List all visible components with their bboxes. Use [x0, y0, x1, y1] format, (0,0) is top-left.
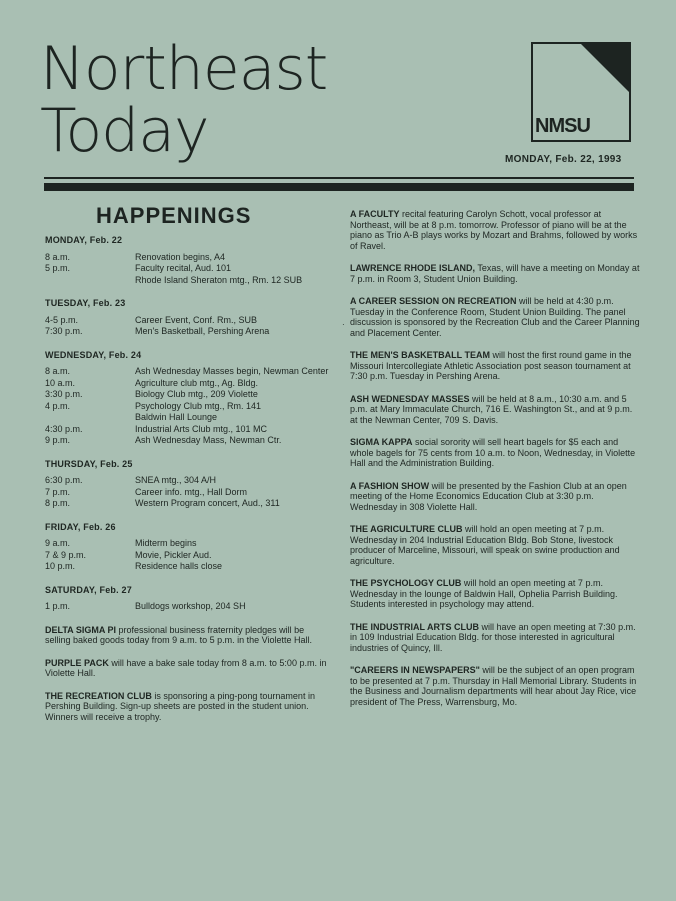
- notice-text: will hold an open meeting at 7 p.m. Wednesday in 204 Industrial Education Bldg. Bob Stone, livestock producer of Marceline, Missouri, will speak on swine production and agriculture.: [350, 524, 620, 566]
- notice-paragraph: [350, 394, 640, 426]
- day-heading: THURSDAY, Feb. 25: [45, 458, 133, 469]
- event-description: Agriculture club mtg., Ag. Bldg.: [135, 377, 259, 388]
- event-description: Rhode Island Sheraton mtg., Rm. 12 SUB: [135, 274, 303, 285]
- notice-paragraph: [350, 350, 640, 382]
- event-time: 5 p.m.: [45, 263, 71, 273]
- notice-paragraph: [350, 209, 640, 251]
- notice-text: professional business fraternity pledges will be selling baked goods today from 9 a.m. to 5 p.m. in the Violette Hall.: [45, 624, 312, 645]
- event-time: 8 a.m.: [45, 366, 71, 376]
- event-time: 9 a.m.: [45, 538, 71, 548]
- section-title: HAPPENINGS: [96, 203, 252, 228]
- notice-lead: THE MEN'S BASKETBALL TEAM: [350, 350, 490, 360]
- notice-paragraph: [350, 665, 640, 707]
- notice-paragraph: [45, 625, 330, 646]
- event-description: Ash Wednesday Masses begin, Newman Center: [135, 366, 329, 376]
- event-time: 4-5 p.m.: [45, 314, 79, 325]
- notice-lead: THE INDUSTRIAL ARTS CLUB: [350, 621, 479, 632]
- schedule-row: [45, 538, 330, 549]
- event-description: Career info. mtg., Hall Dorm: [135, 486, 248, 497]
- event-time: 4:30 p.m.: [45, 423, 83, 434]
- event-time: 10 p.m.: [45, 561, 76, 571]
- notice-paragraph: [350, 437, 640, 469]
- event-description: Midterm begins: [135, 538, 197, 548]
- day-block: [45, 459, 330, 509]
- event-time: 8 p.m.: [45, 498, 71, 508]
- event-time: 10 a.m.: [45, 377, 76, 388]
- column-mark: ·: [342, 320, 345, 329]
- notice-lead: THE PSYCHOLOGY CLUB: [350, 578, 462, 588]
- notice-paragraph: [350, 481, 640, 513]
- event-time: 1 p.m.: [45, 601, 71, 611]
- event-description: Psychology Club mtg., Rm. 141: [135, 400, 262, 411]
- event-description: SNEA mtg., 304 A/H: [135, 475, 217, 485]
- event-description: Career Event, Conf. Rm., SUB: [135, 314, 258, 325]
- event-description: Bulldogs workshop, 204 SH: [135, 601, 246, 611]
- event-time: 8 a.m.: [45, 251, 71, 262]
- schedule-row: [45, 378, 330, 389]
- notice-paragraph: [45, 658, 330, 679]
- notice-text: will host the first round game in the Missouri Intercollegiate Athletic Association post season tournament at 7:30 p.m. Tuesday in Pershing Arena.: [350, 350, 632, 381]
- schedule-row: [45, 498, 330, 509]
- event-description: Ash Wednesday Mass, Newman Ctr.: [135, 435, 282, 445]
- day-heading: TUESDAY, Feb. 23: [45, 298, 126, 308]
- event-time: 7 p.m.: [45, 486, 71, 497]
- event-time: [45, 412, 135, 423]
- day-heading: SATURDAY, Feb. 27: [45, 584, 132, 595]
- notice-lead: A FASHION SHOW: [350, 480, 430, 491]
- notice-paragraph: [350, 578, 640, 610]
- issue-date: MONDAY, Feb. 22, 1993: [505, 154, 622, 165]
- right-column: [350, 209, 640, 719]
- notice-lead: "CAREERS IN NEWSPAPERS": [350, 665, 480, 675]
- schedule-row: [45, 550, 330, 561]
- nmsu-logo: [531, 42, 631, 142]
- day-block: [45, 235, 330, 285]
- schedule-row: [45, 263, 330, 274]
- event-time: 7 & 9 p.m.: [45, 549, 87, 560]
- schedule-row: [45, 252, 330, 263]
- day-heading: MONDAY, Feb. 22: [45, 235, 123, 245]
- masthead-line-2: Today: [40, 96, 209, 166]
- event-time: 7:30 p.m.: [45, 326, 83, 336]
- notice-lead: THE RECREATION CLUB: [45, 690, 152, 701]
- event-time: [45, 275, 135, 286]
- event-time: 9 p.m.: [45, 435, 71, 445]
- notice-text: is sponsoring a ping-pong tournament in Pershing Building. Sign-up sheets are posted in the student union. Winners will receive a trophy.: [45, 690, 315, 722]
- notice-paragraph: [350, 524, 640, 566]
- notice-text: will hold an open meeting at 7 p.m. Wednesday in the lounge of Baldwin Hall, Ophelia Parrish Building. Students interested in psychology may attend.: [350, 578, 618, 609]
- schedule-row: [45, 424, 330, 435]
- notice-lead: A FACULTY: [350, 209, 400, 219]
- event-description: Industrial Arts Club mtg., 101 MC: [135, 423, 268, 434]
- schedule-row: [45, 315, 330, 326]
- event-time: 6:30 p.m.: [45, 475, 83, 485]
- notice-paragraph: [350, 622, 640, 654]
- notice-lead: LAWRENCE RHODE ISLAND,: [350, 263, 476, 273]
- notice-text: Texas, will have a meeting on Monday at 7 p.m. in Room 3, Student Union Building.: [350, 263, 640, 284]
- notice-lead: THE AGRICULTURE CLUB: [350, 524, 463, 534]
- notice-text: recital featuring Carolyn Schott, vocal professor at Northeast, will be at 8 p.m. tomorrow. Professor of piano will be at the piano as Trio A-B plays works by Mozart and Brahms, followed by works of Ravel.: [350, 209, 638, 251]
- event-time: 4 p.m.: [45, 400, 71, 411]
- notice-lead: DELTA SIGMA PI: [45, 624, 116, 635]
- event-description: Faculty recital, Aud. 101: [135, 263, 232, 273]
- notice-text: will be held at 8 a.m., 10:30 a.m. and 5 p.m. at Mary Immaculate Church, 716 E. Washington St., and at 9 p.m. at the Newman Center, 709 S. Davis.: [350, 393, 633, 425]
- schedule-row: [45, 366, 330, 377]
- schedule-row: [45, 475, 330, 486]
- event-description: Movie, Pickler Aud.: [135, 549, 212, 560]
- notice-lead: SIGMA KAPPA: [350, 437, 413, 447]
- notice-text: will have a bake sale today from 8 a.m. to 5:00 p.m. in Violette Hall.: [45, 657, 327, 678]
- notice-paragraph: [350, 296, 640, 338]
- notice-text: will be presented by the Fashion Club at an open meeting of the Home Economics Education Club at 3:30 p.m. Wednesday in 308 Violette Hall.: [350, 480, 627, 512]
- schedule-row: [45, 487, 330, 498]
- day-block: [45, 298, 330, 337]
- notice-lead: ASH WEDNESDAY MASSES: [350, 393, 470, 404]
- day-heading: WEDNESDAY, Feb. 24: [45, 349, 142, 360]
- header-rule-thin: [44, 177, 634, 179]
- schedule-row: [45, 326, 330, 337]
- day-block: [45, 350, 330, 446]
- notice-text: social sorority will sell heart bagels for $5 each and whole bagels for 75 cents from 10 a.m. to Noon, Wednesday, in Violette Hall and the Administration Building.: [350, 437, 636, 468]
- event-description: Biology Club mtg., 209 Violette: [135, 389, 258, 399]
- day-block: [45, 522, 330, 572]
- notice-lead: PURPLE PACK: [45, 657, 109, 668]
- masthead-line-1: Northeast: [40, 34, 328, 104]
- left-notices: [45, 625, 330, 723]
- notice-text: will be the subject of an open program to be presented at 7 p.m. Thursday in Hall Memorial Library. Students in the Business and Journalism departments will hear about Jay Rice, vice president of The Press, Warrensburg, Mo.: [350, 665, 637, 707]
- masthead: [40, 34, 328, 166]
- notice-text: will be held at 4:30 p.m. Tuesday in the Conference Room, Student Union Building. The panel discussion is sponsored by the Recreation Club and the Career Planning and Placement Center.: [350, 296, 640, 338]
- schedule-row: [45, 412, 330, 423]
- logo-triangle-icon: [581, 44, 629, 92]
- logo-text: NMSU: [535, 115, 590, 137]
- event-description: Men's Basketball, Pershing Arena: [135, 326, 270, 336]
- schedule-row: [45, 389, 330, 400]
- event-description: Residence halls close: [135, 561, 223, 571]
- header-rule-thick: [44, 183, 634, 191]
- schedule-row: [45, 601, 330, 612]
- schedule-row: [45, 275, 330, 286]
- event-time: 3:30 p.m.: [45, 389, 83, 399]
- notice-lead: A CAREER SESSION ON RECREATION: [350, 296, 517, 306]
- schedule-row: [45, 401, 330, 412]
- schedule-row: [45, 435, 330, 446]
- day-heading: FRIDAY, Feb. 26: [45, 521, 116, 532]
- left-column: [45, 235, 330, 734]
- event-description: Renovation begins, A4: [135, 251, 226, 262]
- notice-paragraph: [45, 691, 330, 723]
- notice-paragraph: [350, 263, 640, 284]
- event-description: Western Program concert, Aud., 311: [135, 498, 280, 508]
- day-block: [45, 585, 330, 612]
- schedule-row: [45, 561, 330, 572]
- notice-text: will have an open meeting at 7:30 p.m. in 109 Industrial Education Bldg. for those interested in agricultural industries of Quincy, Ill.: [350, 621, 636, 653]
- event-description: Baldwin Hall Lounge: [135, 412, 218, 422]
